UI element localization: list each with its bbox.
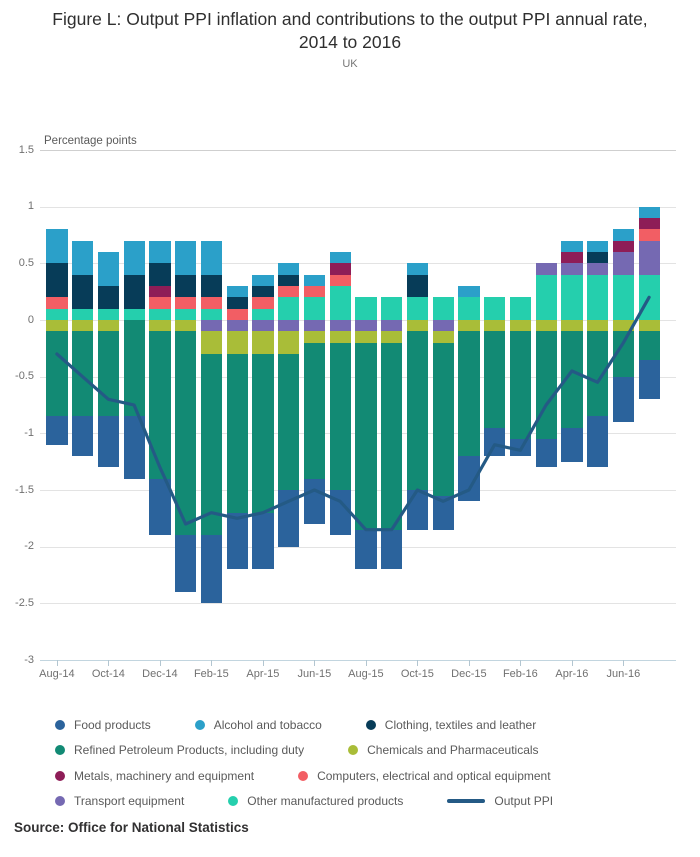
bar-segment — [227, 513, 248, 570]
bar-segment — [330, 252, 351, 263]
bar-segment — [639, 275, 660, 320]
bar-segment — [587, 275, 608, 320]
x-tick-label: Dec-15 — [451, 668, 487, 680]
bar-segment — [149, 479, 170, 536]
bar-segment — [536, 439, 557, 467]
legend-label: Clothing, textiles and leather — [384, 717, 537, 732]
bar-segment — [613, 320, 634, 331]
bar-segment — [639, 320, 660, 331]
bar-segment — [484, 331, 505, 427]
bar-segment — [227, 309, 248, 320]
bar-segment — [252, 331, 273, 354]
legend-label: Metals, machinery and equipment — [74, 768, 255, 783]
legend-label: Chemicals and Pharmaceuticals — [367, 743, 539, 758]
bar-segment — [355, 331, 376, 342]
bar-segment — [124, 275, 145, 309]
bar-segment — [536, 331, 557, 439]
bar-segment — [304, 286, 325, 297]
legend-dot-icon — [348, 745, 358, 755]
x-tick-label: Jun-15 — [297, 668, 332, 680]
x-tick-label: Feb-15 — [193, 668, 229, 680]
legend-item — [195, 718, 322, 732]
bar-segment — [407, 490, 428, 530]
legend-item — [447, 794, 553, 808]
x-axis-tick — [623, 660, 624, 666]
bar-segment — [355, 343, 376, 530]
x-axis-tick — [366, 660, 367, 666]
legend-item — [55, 769, 254, 783]
bar-segment — [252, 513, 273, 570]
chart-legend — [0, 712, 700, 814]
legend-dot-icon — [366, 720, 376, 730]
bar-segment — [561, 320, 582, 331]
bar-segment — [98, 309, 119, 320]
x-axis-tick — [263, 660, 264, 666]
bar-segment — [252, 275, 273, 286]
bar-segment — [175, 331, 196, 535]
bar-segment — [278, 275, 299, 286]
bar-segment — [124, 320, 145, 416]
legend-label: Computers, electrical and optical equipment — [317, 768, 551, 783]
bar-segment — [330, 275, 351, 286]
y-tick-label: -2 — [24, 540, 34, 553]
legend-item — [55, 718, 151, 732]
gridline — [40, 207, 676, 208]
x-axis-tick — [108, 660, 109, 666]
bar-segment — [149, 331, 170, 478]
bar-segment — [355, 530, 376, 570]
bar-segment — [304, 343, 325, 479]
x-axis-tick — [572, 660, 573, 666]
bar-segment — [304, 479, 325, 524]
bar-segment — [330, 286, 351, 320]
bar-segment — [458, 286, 479, 297]
bar-segment — [278, 490, 299, 547]
bar-segment — [46, 320, 67, 331]
legend-label: Output PPI — [494, 794, 554, 809]
bar-segment — [149, 263, 170, 286]
bar-segment — [484, 320, 505, 331]
bar-segment — [587, 241, 608, 252]
legend-item — [348, 743, 538, 757]
y-tick-label: -2.5 — [15, 596, 34, 609]
bar-segment — [46, 331, 67, 416]
bar-segment — [484, 428, 505, 456]
bar-segment — [304, 331, 325, 342]
bar-segment — [613, 229, 634, 240]
bar-segment — [278, 354, 299, 490]
legend-item — [298, 769, 550, 783]
x-axis-tick — [417, 660, 418, 666]
bar-segment — [458, 297, 479, 320]
bar-segment — [381, 320, 402, 331]
legend-label: Alcohol and tobacco — [213, 717, 322, 732]
legend-label: Transport equipment — [74, 794, 185, 809]
legend-label: Food products — [74, 717, 151, 732]
bar-segment — [510, 331, 531, 439]
chart-subtitle: UK — [342, 58, 358, 70]
bar-segment — [72, 320, 93, 331]
bar-segment — [278, 320, 299, 331]
bar-segment — [149, 320, 170, 331]
bar-segment — [98, 286, 119, 309]
x-tick-label: Feb-16 — [502, 668, 538, 680]
bar-segment — [278, 286, 299, 297]
y-tick-label: -3 — [24, 653, 34, 666]
bar-segment — [587, 320, 608, 331]
bar-segment — [149, 286, 170, 297]
bar-segment — [175, 309, 196, 320]
y-axis-unit-label: Percentage points — [44, 135, 137, 147]
legend-label: Other manufactured products — [247, 794, 404, 809]
legend-dot-icon — [55, 720, 65, 730]
bar-segment — [536, 275, 557, 320]
legend-dot-icon — [195, 720, 205, 730]
legend-row — [0, 738, 700, 764]
bar-segment — [355, 320, 376, 331]
y-tick-label: 0 — [27, 313, 34, 326]
bar-segment — [149, 309, 170, 320]
bar-segment — [201, 275, 222, 298]
legend-dot-icon — [55, 745, 65, 755]
bar-segment — [407, 275, 428, 298]
bar-segment — [278, 331, 299, 354]
bar-segment — [201, 354, 222, 535]
bar-segment — [587, 416, 608, 467]
x-axis-tick — [314, 660, 315, 666]
bar-segment — [227, 354, 248, 513]
bar-segment — [407, 320, 428, 331]
legend-dot-icon — [298, 771, 308, 781]
bar-segment — [252, 286, 273, 297]
x-axis-tick — [211, 660, 212, 666]
bar-segment — [227, 320, 248, 331]
bar-segment — [510, 439, 531, 456]
bar-segment — [175, 297, 196, 308]
y-tick-label: 0.5 — [18, 256, 34, 269]
bar-segment — [561, 252, 582, 263]
bar-segment — [639, 331, 660, 359]
bar-segment — [433, 320, 454, 331]
bar-segment — [252, 354, 273, 513]
bar-segment — [587, 252, 608, 263]
x-tick-label: Apr-15 — [246, 668, 280, 680]
legend-item — [55, 794, 184, 808]
bar-segment — [536, 263, 557, 274]
bar-segment — [613, 241, 634, 252]
bar-segment — [252, 320, 273, 331]
bar-segment — [458, 456, 479, 501]
bar-segment — [458, 320, 479, 331]
bar-segment — [227, 331, 248, 354]
bar-segment — [227, 286, 248, 297]
x-tick-label: Oct-15 — [400, 668, 434, 680]
bar-segment — [98, 416, 119, 467]
legend-dot-icon — [55, 771, 65, 781]
bar-segment — [381, 530, 402, 570]
bar-segment — [433, 297, 454, 320]
bar-segment — [46, 309, 67, 320]
bar-segment — [407, 297, 428, 320]
legend-row — [0, 712, 700, 738]
bar-segment — [46, 229, 67, 263]
source-text: Source: Office for National Statistics — [14, 820, 249, 835]
bar-segment — [72, 309, 93, 320]
bar-segment — [304, 275, 325, 286]
bar-segment — [510, 297, 531, 320]
bar-segment — [201, 331, 222, 354]
x-axis-tick — [520, 660, 521, 666]
bar-segment — [613, 252, 634, 275]
bar-segment — [330, 320, 351, 331]
bar-segment — [72, 241, 93, 275]
y-tick-label: -1.5 — [15, 483, 34, 496]
legend-row — [0, 789, 700, 815]
x-tick-label: Jun-16 — [606, 668, 641, 680]
bar-segment — [72, 275, 93, 309]
bar-segment — [381, 343, 402, 530]
x-axis-tick — [160, 660, 161, 666]
bar-segment — [201, 297, 222, 308]
y-tick-label: 1.5 — [18, 143, 34, 156]
bar-segment — [561, 241, 582, 252]
bar-segment — [201, 535, 222, 603]
bar-segment — [304, 297, 325, 320]
bar-segment — [433, 343, 454, 496]
bar-segment — [98, 252, 119, 286]
bar-segment — [124, 416, 145, 478]
bar-segment — [561, 331, 582, 427]
bar-segment — [639, 241, 660, 275]
legend-item — [366, 718, 536, 732]
bar-segment — [510, 320, 531, 331]
bar-segment — [252, 309, 273, 320]
bar-segment — [433, 496, 454, 530]
bar-segment — [227, 297, 248, 308]
bar-segment — [536, 320, 557, 331]
bar-segment — [613, 331, 634, 376]
bar-segment — [613, 275, 634, 320]
page-title: Figure L: Output PPI inflation and contributions to the output PPI annual rate, 2014 to 2016 — [52, 9, 648, 53]
bar-segment — [381, 297, 402, 320]
legend-dot-icon — [228, 796, 238, 806]
x-axis-line — [40, 660, 676, 661]
y-tick-label: -1 — [24, 426, 34, 439]
bar-segment — [355, 297, 376, 320]
bar-segment — [330, 343, 351, 490]
x-tick-label: Aug-15 — [348, 668, 384, 680]
bar-segment — [613, 377, 634, 422]
x-axis-tick — [57, 660, 58, 666]
x-tick-label: Dec-14 — [142, 668, 178, 680]
bar-segment — [278, 263, 299, 274]
bar-segment — [433, 331, 454, 342]
bar-segment — [175, 241, 196, 275]
bar-segment — [330, 263, 351, 274]
bar-segment — [484, 297, 505, 320]
bar-segment — [201, 241, 222, 275]
bar-segment — [124, 309, 145, 320]
bar-segment — [587, 331, 608, 416]
x-axis-tick — [469, 660, 470, 666]
bar-segment — [46, 297, 67, 308]
bar-segment — [330, 331, 351, 342]
bar-segment — [201, 309, 222, 320]
legend-label: Refined Petroleum Products, including duty — [74, 743, 305, 758]
bar-segment — [149, 241, 170, 264]
bar-segment — [407, 331, 428, 490]
bar-segment — [587, 263, 608, 274]
bar-segment — [175, 275, 196, 298]
x-tick-label: Aug-14 — [39, 668, 75, 680]
bar-segment — [201, 320, 222, 331]
bar-segment — [149, 297, 170, 308]
bar-segment — [252, 297, 273, 308]
bar-segment — [304, 320, 325, 331]
x-tick-label: Apr-16 — [555, 668, 589, 680]
bar-segment — [561, 428, 582, 462]
x-tick-label: Oct-14 — [91, 668, 125, 680]
bar-segment — [458, 331, 479, 456]
legend-dot-icon — [55, 796, 65, 806]
bar-segment — [46, 263, 67, 297]
bar-segment — [46, 416, 67, 444]
gridline — [40, 150, 676, 151]
legend-item — [55, 743, 304, 757]
bar-segment — [639, 218, 660, 229]
legend-row — [0, 763, 700, 789]
y-tick-label: 1 — [27, 200, 34, 213]
bar-segment — [639, 360, 660, 400]
bar-segment — [98, 331, 119, 416]
bar-segment — [278, 297, 299, 320]
legend-item — [228, 794, 403, 808]
bar-segment — [72, 331, 93, 416]
bar-segment — [639, 207, 660, 218]
bar-segment — [72, 416, 93, 456]
bar-segment — [407, 263, 428, 274]
legend-line-swatch-icon — [447, 799, 485, 803]
bar-segment — [639, 229, 660, 240]
bar-segment — [124, 241, 145, 275]
bar-segment — [175, 535, 196, 592]
gridline — [40, 603, 676, 604]
bar-segment — [330, 490, 351, 535]
bar-segment — [381, 331, 402, 342]
bar-segment — [175, 320, 196, 331]
bar-segment — [98, 320, 119, 331]
y-tick-label: -0.5 — [15, 370, 34, 383]
bar-segment — [561, 275, 582, 320]
bar-segment — [561, 263, 582, 274]
